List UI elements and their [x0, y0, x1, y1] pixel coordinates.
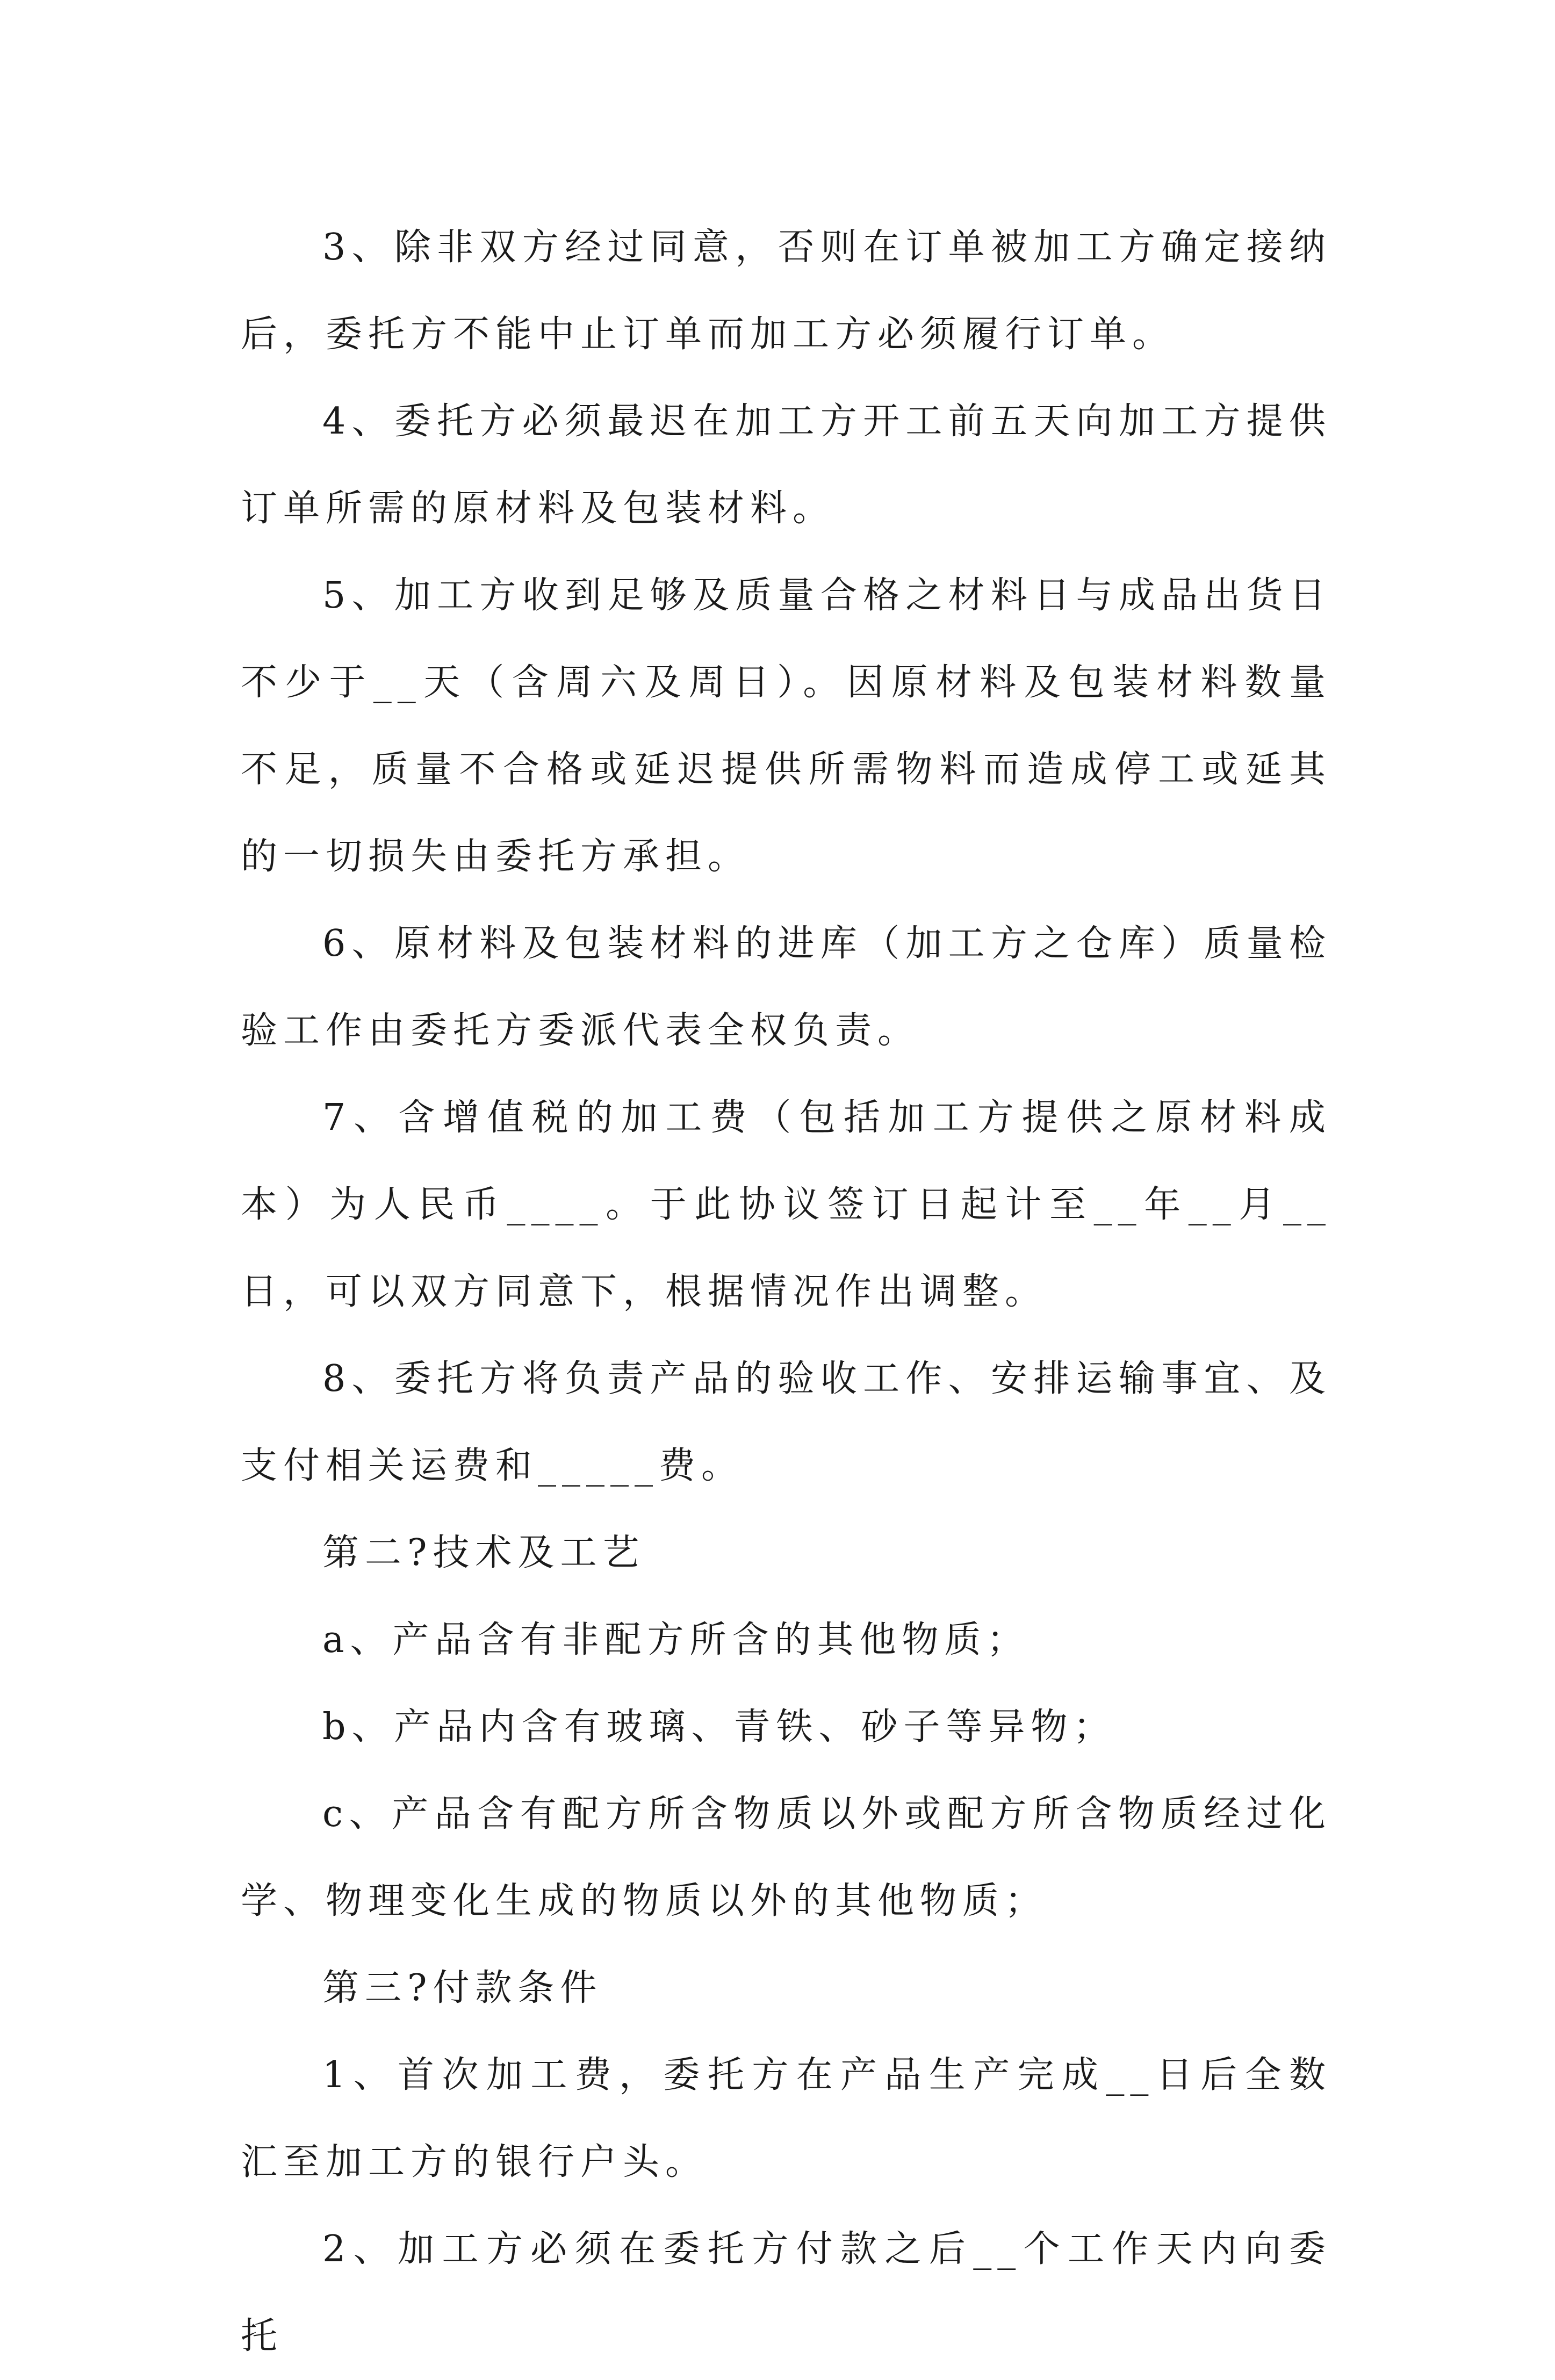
- clause-3: 3、除非双方经过同意，否则在订单被加工方确定接纳后，委托方不能中止订单而加工方必须履行订单。: [241, 226, 1331, 356]
- section-heading-3: 第三?付款条件: [322, 1967, 603, 2009]
- item-b: b、产品内含有玻璃、青铁、砂子等异物；: [322, 1706, 1116, 1748]
- section-heading-2: 第二?技术及工艺: [322, 1532, 645, 1574]
- item-a: a、产品含有非配方所含的其他物质；: [322, 1619, 1030, 1661]
- payment-clause-2: 2、加工方必须在委托方付款之后__个工作天内向委托: [241, 2228, 1331, 2357]
- item-c: c、产品含有配方所含物质以外或配方所含物质经过化学、物理变化生成的物质以外的其他物质；: [241, 1793, 1331, 1922]
- clause-5: 5、加工方收到足够及质量合格之材料日与成品出货日不少于__天（含周六及周日）。因原材料及包装材料数量不足，质量不合格或延迟提供所需物料而造成停工或延其的一切损失由委托方承担。: [241, 574, 1331, 878]
- clause-4: 4、委托方必须最迟在加工方开工前五天向加工方提供订单所需的原材料及包装材料。: [241, 400, 1331, 530]
- clause-6: 6、原材料及包装材料的进库（加工方之仓库）质量检验工作由委托方委派代表全权负责。: [241, 922, 1331, 1052]
- clause-8: 8、委托方将负责产品的验收工作、安排运输事宜、及支付相关运费和_____费。: [241, 1358, 1331, 1487]
- payment-clause-1: 1、首次加工费，委托方在产品生产完成__日后全数汇至加工方的银行户头。: [241, 2054, 1331, 2183]
- document-body: [241, 204, 1331, 2380]
- clause-7: 7、含增值税的加工费（包括加工方提供之原材料成本）为人民币____。于此协议签订日起计至__年__月__日，可以双方同意下，根据情况作出调整。: [241, 1097, 1331, 1313]
